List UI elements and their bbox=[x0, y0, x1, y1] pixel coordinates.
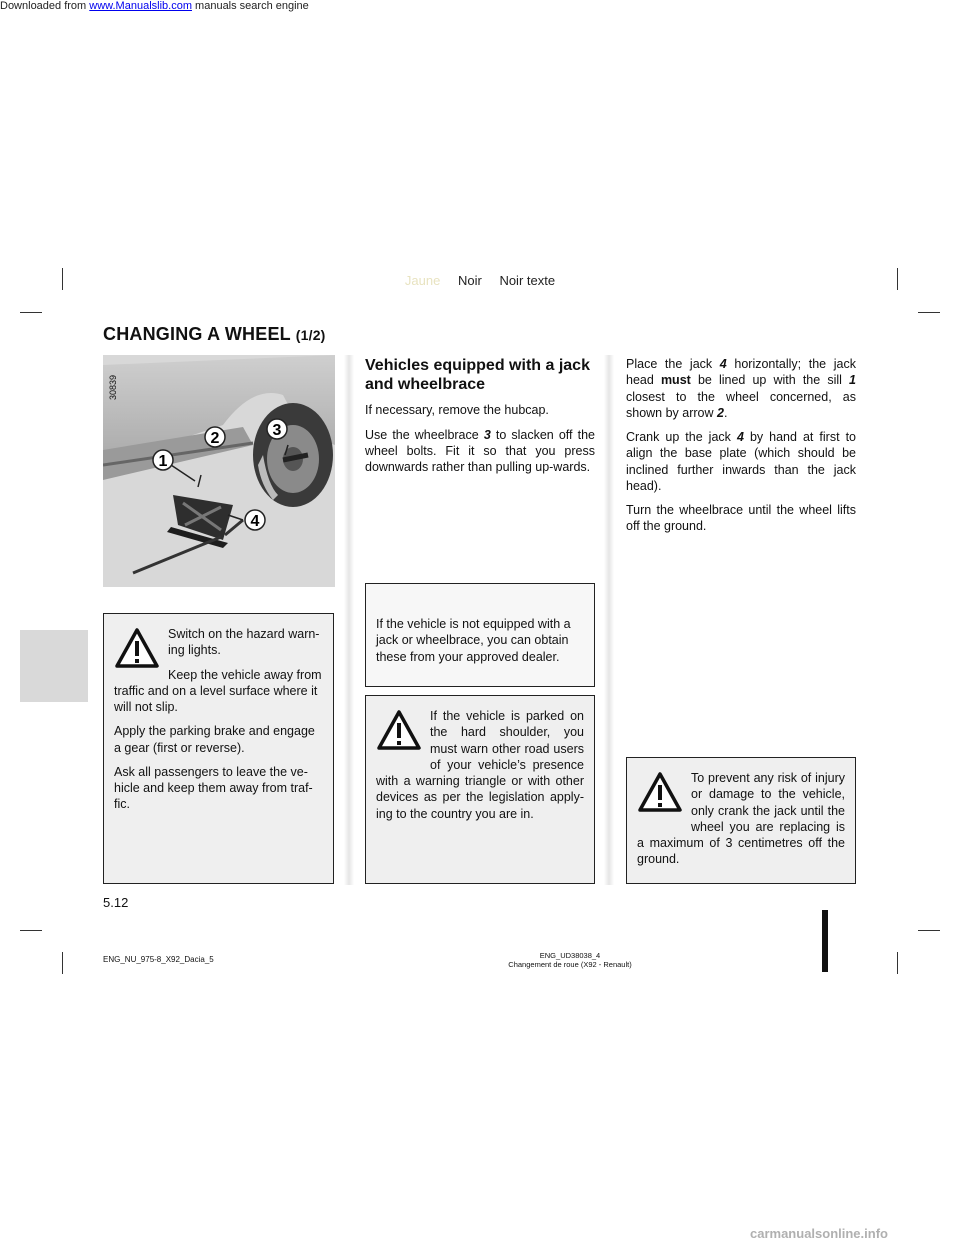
warning-text: If the vehicle is parked on the hard shoulder, you must warn other road users of your vehicle’s presence with a warning triangle or with other devices as per the legislation apply-ing to the country you are in. bbox=[376, 709, 584, 821]
warning-triangle-icon bbox=[637, 770, 683, 816]
warning-triangle-icon bbox=[376, 708, 422, 754]
callout-4 bbox=[245, 510, 265, 530]
page-title bbox=[103, 324, 326, 345]
svg-text:2: 2 bbox=[210, 430, 220, 447]
warning-triangle-icon bbox=[114, 626, 160, 672]
reference-number: 3 bbox=[483, 427, 491, 442]
warning-text: Ask all passengers to leave the ve-hicle and keep them away from traf-fic. bbox=[114, 764, 313, 812]
download-suffix: manuals search engine bbox=[195, 0, 309, 12]
svg-text:3: 3 bbox=[272, 422, 282, 439]
footer-ref bbox=[500, 951, 640, 969]
text-run: by hand at first to align the base plate (which should be inclined further inwards than the jack head). bbox=[626, 430, 857, 493]
note-text: If the vehicle is not equipped with a jack or wheelbrace, you can obtain these from your approved dealer. bbox=[376, 617, 571, 664]
warning-text: To prevent any risk of injury or damage to the vehicle, only crank the jack until the wheel you are replacing is a maximum of 3 centimetres off the ground. bbox=[637, 771, 845, 867]
footer-doc-code: ENG_NU_975-8_X92_Dacia_5 bbox=[103, 955, 214, 964]
color-noir-texte: Noir texte bbox=[499, 273, 556, 288]
section-heading: Vehicles equipped with a jack and wheelbrace bbox=[365, 357, 590, 394]
reference-number: 4 bbox=[736, 430, 744, 444]
warning-box-jack-height bbox=[626, 757, 856, 884]
emphasis: must bbox=[660, 373, 691, 388]
crop-mark bbox=[62, 952, 63, 974]
crop-mark bbox=[897, 952, 898, 974]
text-run: . bbox=[723, 405, 728, 420]
watermark: carmanualsonline.info bbox=[750, 1226, 888, 1241]
text-run: closest to the wheel concerned, as shown by arrow bbox=[626, 389, 856, 420]
warning-text: Switch on the hazard warn-ing lights. bbox=[168, 627, 320, 658]
title-main: CHANGING A WHEEL bbox=[103, 324, 291, 344]
reference-number: 1 bbox=[849, 373, 856, 388]
paragraph bbox=[365, 427, 595, 476]
crop-mark bbox=[918, 312, 940, 313]
svg-text:1: 1 bbox=[158, 453, 168, 470]
svg-text:4: 4 bbox=[250, 513, 260, 530]
reference-number: 2 bbox=[717, 405, 724, 420]
callout-1 bbox=[153, 450, 173, 470]
warning-box-hazard bbox=[103, 613, 334, 884]
manualslib-link[interactable]: www.Manualslib.com bbox=[89, 0, 192, 12]
warning-text: Apply the parking brake and engage a gear (first or reverse). bbox=[114, 724, 315, 755]
figure-code-text: 30839 bbox=[108, 374, 118, 400]
text-run: Crank up the jack bbox=[626, 430, 731, 444]
footer-ref-code: ENG_UD38038_4 bbox=[539, 951, 601, 960]
section-tab bbox=[20, 630, 88, 702]
middle-column bbox=[365, 356, 595, 483]
footer-ref-title: Changement de roue (X92 - Renault) bbox=[508, 960, 632, 969]
column-divider bbox=[604, 355, 614, 885]
figure-code bbox=[108, 362, 122, 402]
text-run: to slacken off the wheel bolts. Fit it so that you press downwards rather than pulling up-wards. bbox=[365, 427, 595, 475]
warning-text: Keep the vehicle away from traffic and on a level surface where it will not slip. bbox=[114, 667, 322, 714]
right-column bbox=[626, 356, 856, 543]
title-sub: (1/2) bbox=[295, 327, 326, 343]
paragraph: If necessary, remove the hubcap. bbox=[365, 403, 549, 418]
text-run: be lined up with the sill bbox=[697, 373, 842, 388]
warning-box-hard-shoulder bbox=[365, 695, 595, 884]
paragraph: Turn the wheelbrace until the wheel lifts off the ground. bbox=[626, 503, 856, 534]
crop-mark bbox=[918, 930, 940, 931]
print-color-header bbox=[0, 273, 960, 288]
download-prefix: Downloaded from bbox=[0, 0, 87, 12]
crop-mark bbox=[20, 930, 42, 931]
page-number: 5.12 bbox=[103, 895, 129, 910]
text-run: horizontally; the jack head bbox=[626, 357, 856, 388]
crop-mark bbox=[20, 312, 42, 313]
note-box-dealer bbox=[365, 583, 595, 687]
column-divider bbox=[344, 355, 354, 885]
paragraph bbox=[626, 429, 856, 494]
text-run: Use the wheelbrace bbox=[365, 427, 479, 442]
callout-2 bbox=[205, 427, 225, 447]
jack-illustration-svg bbox=[103, 355, 335, 587]
color-noir: Noir bbox=[457, 273, 482, 288]
download-header bbox=[0, 0, 309, 12]
color-jaune: Jaune bbox=[404, 273, 441, 288]
paragraph bbox=[626, 356, 856, 421]
section-marker-bar bbox=[822, 910, 828, 972]
text-run: Place the jack bbox=[626, 357, 713, 371]
callout-3 bbox=[267, 419, 287, 439]
reference-number: 4 bbox=[719, 357, 727, 371]
jack-illustration bbox=[103, 355, 335, 587]
